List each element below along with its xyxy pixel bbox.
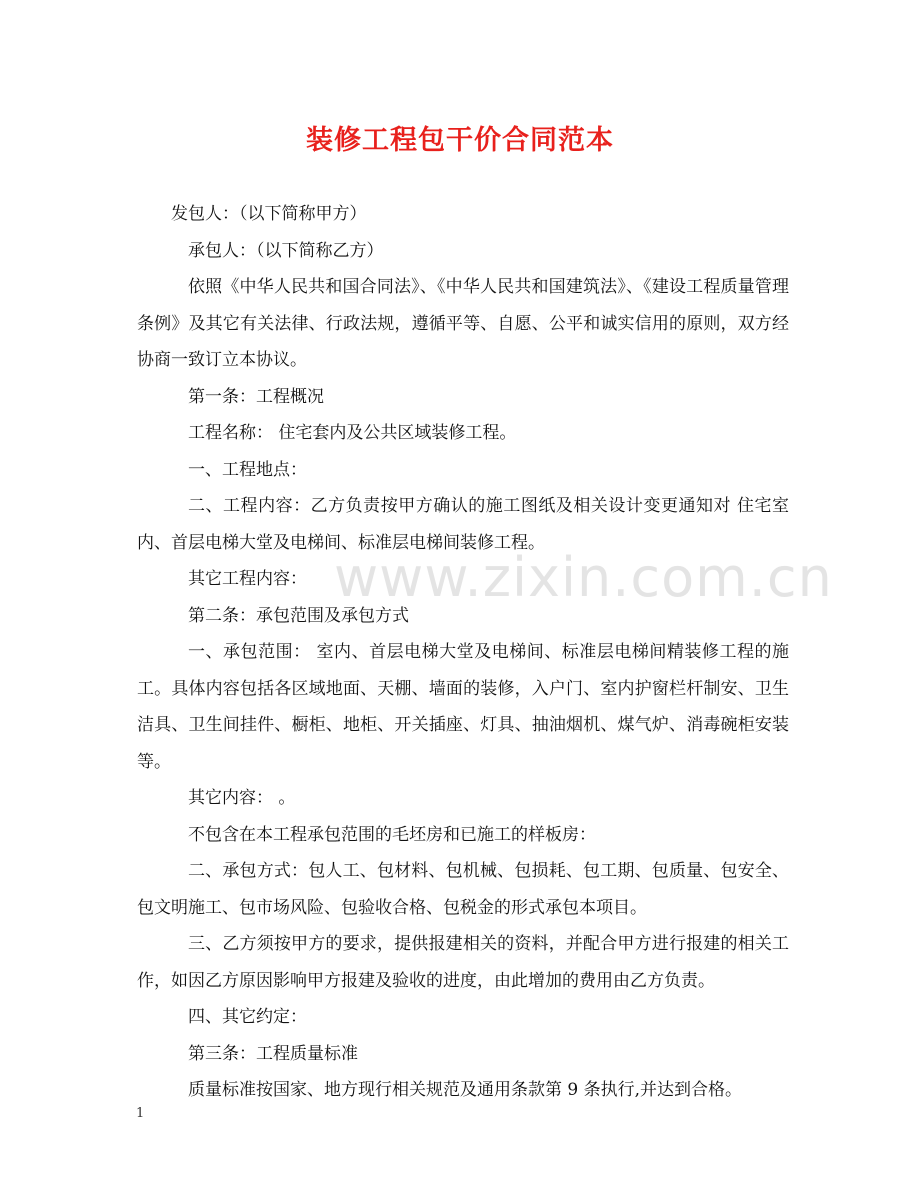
paragraph-project-location: 一、工程地点： xyxy=(188,459,307,480)
watermark-text: www.zixin.com.cn xyxy=(334,546,833,609)
page-number: 1 xyxy=(136,1106,145,1121)
paragraph-contract-method: 二、承包方式：包人工、包材料、包机械、包损耗、包工期、包质量、包安全、包文明施工、包市场风险、包验收合格、包税金的形式承包本项目。 xyxy=(137,861,789,918)
paragraph-quality-standard: 质量标准按国家、地方现行相关规范及通用条款第 9 条执行,并达到合格。 xyxy=(188,1080,743,1100)
paragraph-other-content: 其它工程内容： xyxy=(188,569,307,589)
paragraph-other-scope: 其它内容： 。 xyxy=(188,788,296,808)
article-3-heading: 第三条：工程质量标准 xyxy=(188,1043,358,1064)
paragraph-contractor: 承包人：（以下简称乙方） xyxy=(188,240,384,261)
paragraph-project-name: 工程名称： 住宅套内及公共区域装修工程。 xyxy=(188,423,517,443)
paragraph-excluded: 不包含在本工程承包范围的毛坯房和已施工的样板房： xyxy=(188,824,596,845)
paragraph-permit-duty: 三、乙方须按甲方的要求，提供报建相关的资料，并配合甲方进行报建的相关工作，如因乙方原因影响甲方报建及验收的进度，由此增加的费用由乙方负责。 xyxy=(137,934,789,991)
article-1-heading: 第一条：工程概况 xyxy=(188,386,324,407)
document-title: 装修工程包干价合同范本 xyxy=(306,125,614,156)
paragraph-employer: 发包人：（以下简称甲方） xyxy=(171,204,367,224)
document-body xyxy=(137,196,789,1109)
article-2-heading: 第二条：承包范围及承包方式 xyxy=(188,605,409,626)
paragraph-legal-basis: 依照《中华人民共和国合同法》、《中华人民共和国建筑法》、《建设工程质量管理条例》及其它有关法律、行政法规，遵循平等、自愿、公平和诚实信用的原则，双方经协商一致订立本协议。 xyxy=(137,277,789,370)
paragraph-other-agreements: 四、其它约定： xyxy=(188,1007,307,1027)
paragraph-project-content: 二、工程内容：乙方负责按甲方确认的施工图纸及相关设计变更通知对 住宅室内、首层电梯大堂及电梯间、标准层电梯间装修工程。 xyxy=(137,496,789,553)
paragraph-scope: 一、承包范围： 室内、首层电梯大堂及电梯间、标准层电梯间精装修工程的施工。具体内容包括各区域地面、天棚、墙面的装修，入户门、室内护窗栏杆制安、卫生洁具、卫生间挂件、橱柜、地柜、开关插座、灯具、抽油烟机、煤气炉、消毒碗柜安装等。 xyxy=(137,642,789,772)
